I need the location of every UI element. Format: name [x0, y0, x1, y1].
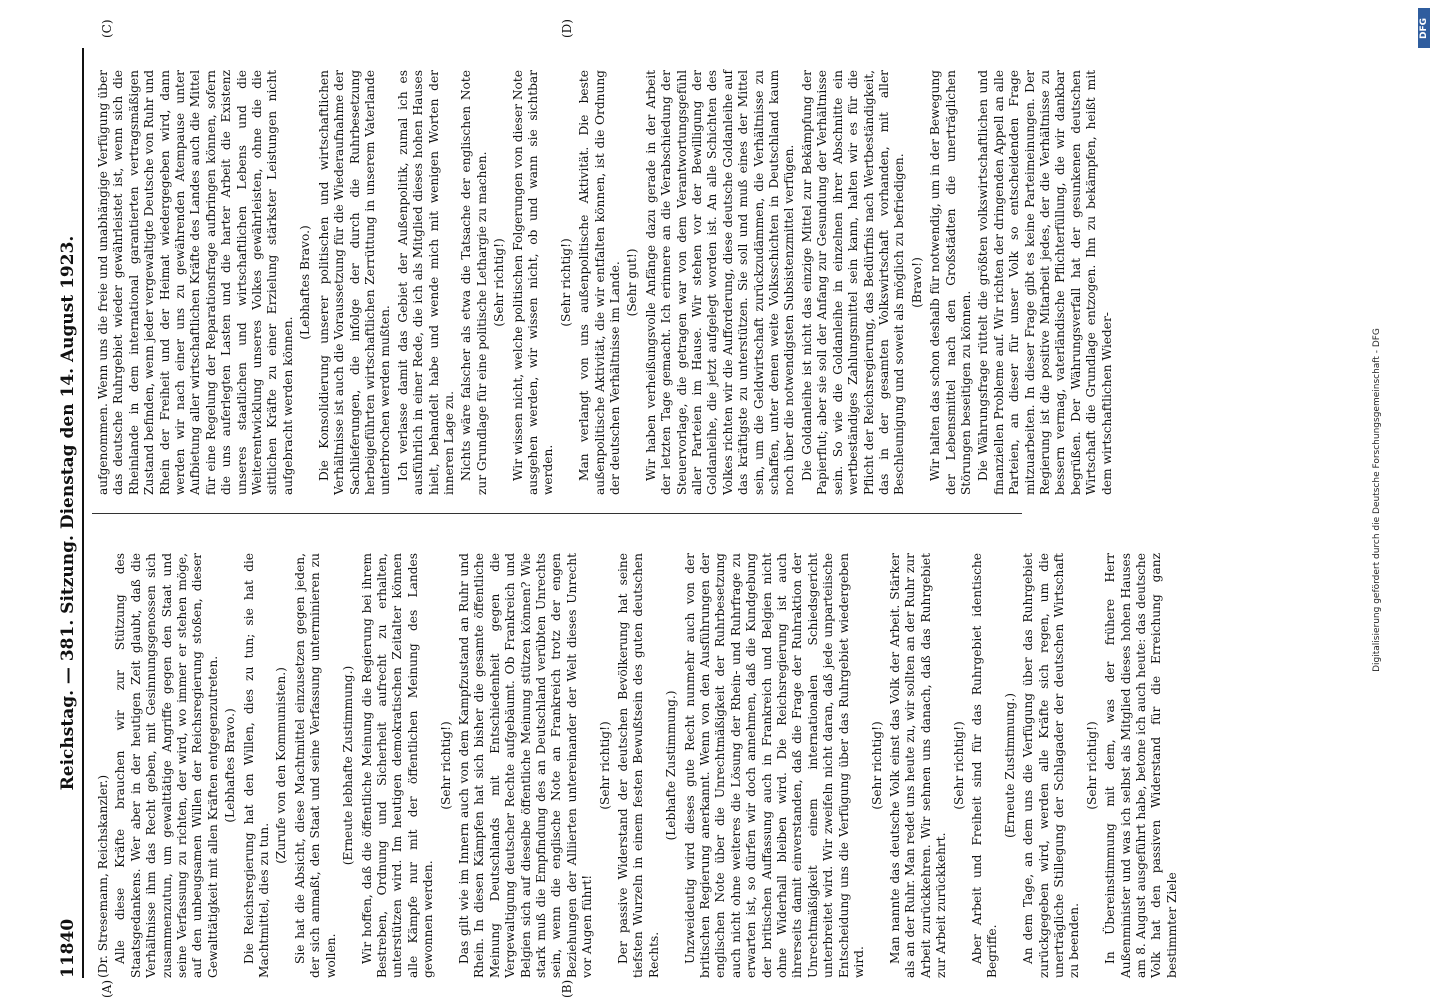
remark: (Erneute Zustimmung.) [1002, 693, 1017, 838]
section-marker-d: (D) [560, 19, 574, 38]
remark: (Lebhaftes Bravo.) [298, 225, 313, 340]
remark: (Sehr richtig!) [869, 721, 884, 810]
remark: (Lebhafte Zustimmung.) [664, 690, 679, 841]
paragraph: Wir wissen nicht, welche politischen Folgerungen von dieser Note ausgehen werden, wir wissen nicht, ob und wann sie sichtbar werden. [510, 70, 556, 495]
paragraph: Der passive Widerstand der deutschen Bevölkerung hat seine tiefsten Wurzeln in einem festen Bewußtsein des guten deutschen Rechts. [616, 553, 661, 978]
remark: (Sehr richtig!) [1084, 721, 1099, 810]
paragraph: Die Goldanleihe ist nicht das einzige Mittel zur Bekämpfung der Papierflut; aber sie soll der Anfang zur Gesundung der Verhältnisse sein. So wie die Goldanleihe in einzelnen ihrer Abschnitte ein wertbeständiges Zahlungsmittel sein kann, halten wir es für die Pflicht der Reichsregierung, das Bedürfnis nach Wertbeständigkeit, das in der gesamten Volkswirtschaft vorhanden, mit aller Beschleunigung und soweit als möglich zu befriedigen. [799, 70, 907, 495]
page-title: Reichstag. — 381. Sitzung. Dienstag den 14. August 1923. [58, 235, 78, 791]
left-column [96, 553, 1182, 978]
speaker-note: (Dr. Stresemann, Reichskanzler.) [96, 774, 110, 978]
paragraph: Wir halten das schon deshalb für notwendig, um in der Bewegung der Lebensmittel nach den Großstädten die unerträglichen Störungen beseitigen zu können. [928, 70, 973, 495]
remark: (Sehr richtig!) [951, 721, 966, 810]
paragraph: aufgenommen. Wenn uns die freie und unabhängige Verfügung über das deutsche Ruhrgebiet wieder gewährleistet ist, wenn sich die Rheinlande in dem international garantierten vertragsmäßigen Zustand befinden, wenn jeder vergewaltigte Deutsche von Ruhr und Rhein der Freiheit und der Heimat wiedergegeben wird, dann werden wir nach einer uns zu gewährenden Atempause unter Aufbietung aller wirtschaftlichen Kräfte des Landes auch die Mittel für eine Regelung der Reparationsfrage aufbringen können, sofern die uns auferlegten Lasten und die harter Arbeit die Existenz unseres staatlichen und wirtschaftlichen Lebens und die Weiterentwicklung unseres Volkes gewährleisten, ohne die die sittlichen Kräfte zu einer Erzielung stärkster Leistungen nicht aufgebracht werden können. [96, 70, 295, 495]
paragraph: Das gilt wie im Innern auch von dem Kampfzustand an Ruhr und Rhein. In diesen Kämpfen hat sich bisher die gesamte öffentliche Meinung Deutschlands mit Entschiedenheit gegen die Vergewaltigung deutscher Rechte aufgebäumt. Ob Frankreich und Belgien sich auf dieselbe öffentliche Meinung stützen können? Wie stark muß die Empfindung des an Deutschland verübten Unrechts sein, wenn die englische Note an Frankreich trotz der engen Beziehungen der Alliierten untereinander der Welt dieses Unrecht vor Augen führt! [456, 553, 595, 978]
column-divider [92, 513, 1022, 514]
paragraph: Alle diese Kräfte brauchen wir zur Stützung des Staatsgedankens. Wer aber in der heutigen Zeit glaubt, daß die Verhältnisse ihm das Recht geben, mit Gesinnungsgenossen sich zusammenzutun, um gewalttätige Angriffe gegen den Staat und seine Verfassung zu richten, der wird, wo immer er stehen möge, auf den unbeugsamen Willen der Reichsregierung stoßen, dieser Gewalttätigkeit mit allen Kräften entgegenzutreten. [113, 553, 220, 978]
paragraph: Wir haben verheißungsvolle Anfänge dazu gerade in der Arbeit der letzten Tage gemacht. Ich erinnere an die Verabschiedung der Steuervorlage, die getragen war von dem Verantwortungsgefühl aller Parteien im Hause. Wir stehen vor der Bewilligung der Goldanleihe, die jetzt aufgelegt worden ist. An alle Schichten des Volkes richten wir die Aufforderung, diese deutsche Goldanleihe auf das kräftigste zu unterstützen. Sie soll und muß eines der Mittel sein, um die Geldwirtschaft zurückzudämmen, die Verhältnisse zu schaffen, unter denen weite Volksschichten in Deutschland kaum noch über die notwendigsten Subsistenzmittel verfügen. [643, 70, 797, 495]
paragraph: Nichts wäre falscher als etwa die Tatsache der englischen Note zur Grundlage für eine politische Lethargie zu machen. [459, 70, 489, 495]
digitization-note: Digitalisierung gefördert durch die Deutsche Forschungsgemeinschaft - DFG [1372, 328, 1382, 672]
paragraph: Wir hoffen, daß die öffentliche Meinung die Regierung bei ihrem Bestreben, Ordnung und Sicherheit aufrecht zu erhalten, unterstützen wird. Im heutigen demokratischen Zeitalter können alle Kämpfe nur mit der öffentlichen Meinung des Landes gewonnen werden. [359, 553, 436, 978]
remark: (Sehr richtig!) [558, 238, 573, 327]
remark: (Bravo!) [909, 257, 924, 308]
paragraph: Man nannte das deutsche Volk einst das Volk der Arbeit. Stärker als an der Ruhr. Man redet uns heute zu, wir sollten an der Ruhr zur Arbeit zurückkehren. Wir sehnen uns danach, daß das Ruhrgebiet zur Arbeit zurückkehrt. [887, 553, 949, 978]
remark: (Lebhaftes Bravo.) [223, 708, 238, 823]
paragraph: An dem Tage, an dem uns die Verfügung über das Ruhrgebiet zurückgegeben wird, werden alle Kräfte sich regen, um die unerträgliche Stillegung der Schlagader der deutschen Wirtschaft zu beenden. [1021, 553, 1082, 978]
paragraph: Man verlangt von uns außenpolitische Aktivität. Die beste außenpolitische Aktivität, die wir entfalten können, ist die Ordnung der deutschen Verhältnisse im Lande. [577, 70, 622, 495]
paragraph: Ich verlasse damit das Gebiet der Außenpolitik, zumal ich es ausführlich in einer Rede, die ich als Mitglied dieses hohen Hauses hielt, behandelt habe und wende mich mit wenigen Worten der inneren Lage zu. [395, 70, 456, 495]
remark: (Sehr richtig!) [438, 721, 453, 810]
section-marker-a: (A) [100, 979, 114, 998]
page-header [50, 48, 84, 978]
page-number: 11840 [58, 918, 78, 978]
paragraph: Die Währungsfrage rüttelt die größten volkswirtschaftlichen und finanziellen Probleme auf. Wir richten der dringenden Appell an alle Parteien, an dieser für unser Volk so entscheidenden Frage mitzuarbeiten. In dieser Frage gibt es keine Parteimeinungen. Der Regierung ist die positive Mitarbeit jedes, der die Verhältnisse zu bessern vermag, vaterländische Pflichterfüllung, die wir dankbar begrüßen. Der Währungsverfall hat der gesunkenen deutschen Wirtschaft die Grundlage entzogen. Ihn zu bekämpfen, heißt mit dem wirtschaftlichen Wieder- [976, 70, 1114, 495]
remark: (Zurufe von den Kommunisten.) [274, 667, 289, 864]
section-marker-c: (C) [100, 19, 114, 38]
remark: (Sehr gut!) [625, 248, 640, 317]
remark: (Erneute lebhafte Zustimmung.) [341, 665, 356, 866]
paragraph: In Übereinstimmung mit dem, was der frühere Herr Außenminister und was ich selbst als Mitglied dieses hohen Hauses am 8. August ausgeführt habe, betone ich auch heute: das deutsche Volk hat den passiven Widerstand für die Erreichung ganz bestimmter Ziele [1103, 553, 1179, 978]
paragraph: Die Konsolidierung unserer politischen und wirtschaftlichen Verhältnisse ist auch die Voraussetzung für die Wiederaufnahme der Sachlieferungen, die infolge der durch die Ruhrbesetzung herbeigeführten wirtschaftlichen Zerrüttung in unserem Vaterlande unterbrochen werden mußten. [316, 70, 393, 495]
paragraph: Sie hat die Absicht, diese Machtmittel einzusetzen gegen jeden, der sich anmaßt, den Staat und seine Verfassung unterminieren zu wollen. [292, 553, 338, 978]
section-marker-b: (B) [560, 979, 574, 998]
paragraph: Unzweideutig wird dieses gute Recht nunmehr auch von der britischen Regierung anerkannt. Wenn von den Ausführungen der englischen Note über die Unrechtmäßigkeit der Ruhrbesetzung auch nicht ohne weiteres die Lösung der Rhein- und Ruhrfrage zu erwarten ist, so dürfen wir doch annehmen, daß die Kundgebung der britischen Auffassung auch in Frankreich und Belgien nicht ohne Widerhall bleiben wird. Die Reichsregierung ist auch ihrerseits damit einverstanden, daß die Frage der Ruhraktion der Unrechtmäßigkeit einem internationalen Schiedsgericht unterbreitet wird. Wir zweifeln nicht daran, daß jede unparteiische Entscheidung uns die Verfügung über das Ruhrgebiet wiedergeben wird. [682, 553, 867, 978]
dfg-logo: DFG [1418, 8, 1430, 48]
remark: (Sehr richtig!) [597, 721, 612, 810]
right-column [96, 70, 1117, 495]
paragraph: Die Reichsregierung hat den Willen, dies zu tun; sie hat die Machtmittel, dies zu tun. [241, 553, 272, 978]
paragraph: Aber Arbeit und Freiheit sind für das Ruhrgebiet identische Begriffe. [969, 553, 1000, 978]
remark: (Sehr richtig!) [492, 238, 507, 327]
